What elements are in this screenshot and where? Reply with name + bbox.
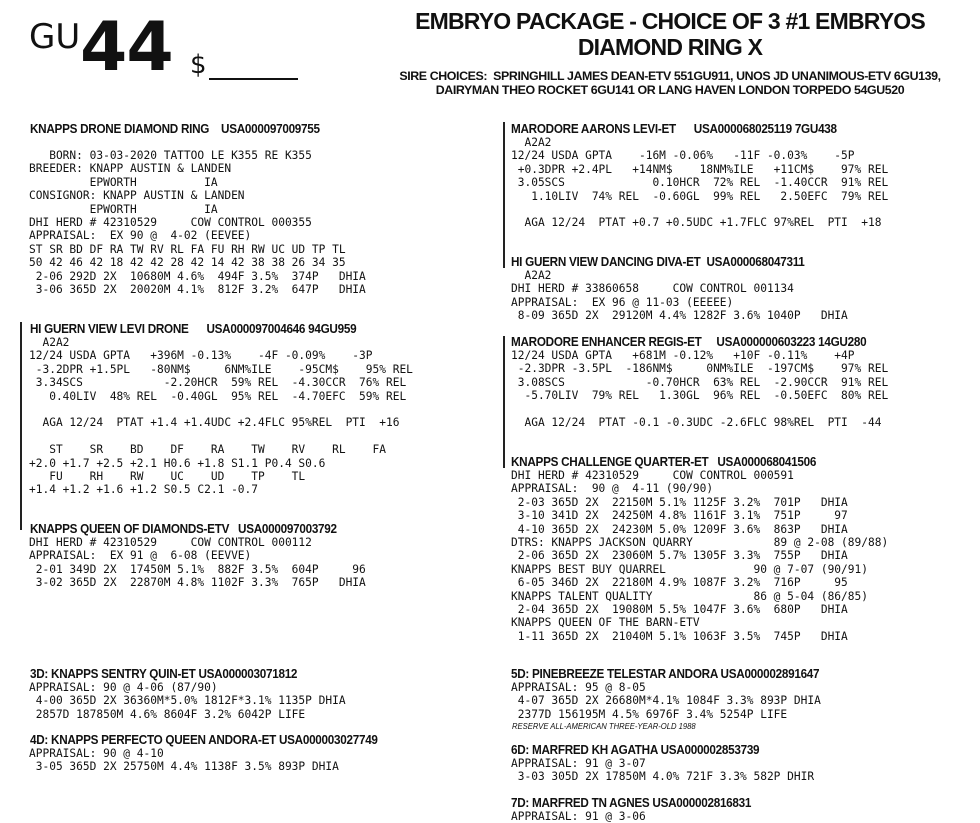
dam-challenge-quarter-heading: KNAPPS CHALLENGE QUARTER-ET USA000068041506 — [511, 455, 817, 469]
dam6-heading: 6D: MARFRED KH AGATHA USA000002853739 — [511, 743, 760, 757]
dam-dancing-diva-heading: HI GUERN VIEW DANCING DIVA-ET USA000068047311 — [511, 255, 805, 269]
dam-dancing-diva-details: A2A2 DHI HERD # 33860658 COW CONTROL 001134 APPRAISAL: EX 96 @ 11-03 (EEEEE) 8-09 365D 2X 29120M 4.4% 1282F 3.6% 1040P DHIA — [511, 269, 848, 323]
dam-challenge-quarter-details: DHI HERD # 42310529 COW CONTROL 000591 APPRAISAL: 90 @ 4-11 (90/90) 2-03 365D 2X 22150M 5.1% 1125F 3.2% 701P DHIA 3-10 341D 2X 24250M 4.8% 1161F 3.1% 751P 97 4-10 365D 2X 24230M 5.0% 1209F 3.6% 863P DHIA DTRS: KNAPPS JACKSON QUARRY 89 @ 2-08 (89/88) 2-06 365D 2X 23060M 5.7% 1305F 3.3% 755P DHIA KNAPPS BEST BUY QUARREL 90 @ 7-07 (90/91) 6-05 346D 2X 22180M 4.9% 1087F 3.2% 716P 95 KNAPPS TALENT QUALITY 86 @ 5-04 (86/85) 2-04 365D 2X 19080M 5.5% 1047F 3.6% 680P DHIA KNAPPS QUEEN OF THE BARN-ETV 1-11 365D 2X 21040M 5.1% 1063F 3.5% 745P DHIA — [511, 469, 889, 643]
sire-aarons-levi-heading: MARODORE AARONS LEVI-ET USA000068025119 7GU438 — [511, 122, 837, 136]
cow-drone-diamond-details: BORN: 03-03-2020 TATTOO LE K355 RE K355 BREEDER: KNAPP AUSTIN & LANDEN EPWORTH IA CONSIGNOR: KNAPP AUSTIN & LANDEN EPWORTH IA DHI HERD # 42310529 COW CONTROL 000355 APPRAISAL: EX 90 @ 4-02 (EEVEE) ST SR BD DF RA TW RV RL FA FU RH RW UC UD TP TL 50 42 46 42 18 42 42 28 42 14 42 38 38 26 34 35 2-06 292D 2X 10680M 4.6% 494F 3.5% 374P DHIA 3-06 365D 2X 20020M 4.1% 812F 3.2% 647P DHIA — [29, 149, 366, 297]
cow-drone-diamond-heading: KNAPPS DRONE DIAMOND RING USA000097009755 — [30, 122, 320, 136]
sire-enhancer-regis-heading: MARODORE ENHANCER REGIS-ET USA000000603223 14GU280 — [511, 335, 867, 349]
lot-prefix: GU — [29, 17, 81, 57]
dam7-heading: 7D: MARFRED TN AGNES USA000002816831 — [511, 796, 752, 810]
pedigree-line-sire — [20, 322, 22, 530]
sire-choices-line2: DAIRYMAN THEO ROCKET 6GU141 OR LANG HAVEN LONDON TORPEDO 54GU520 — [435, 82, 905, 97]
dam4-heading: 4D: KNAPPS PERFECTO QUEEN ANDORA-ET USA000003027749 — [30, 733, 378, 747]
package-title — [360, 8, 980, 60]
dam6-details: APPRAISAL: 91 @ 3-07 3-03 305D 2X 17850M 4.0% 721F 3.3% 582P DHIR — [511, 757, 815, 784]
dam3-heading: 3D: KNAPPS SENTRY QUIN-ET USA000003071812 — [30, 667, 298, 681]
dam5-award-note: RESERVE ALL-AMERICAN THREE-YEAR-OLD 1988 — [512, 721, 696, 731]
dam-queen-diamonds-details: DHI HERD # 42310529 COW CONTROL 000112 APPRAISAL: EX 91 @ 6-08 (EEVVE) 2-01 349D 2X 17450M 5.1% 882F 3.5% 604P 96 3-02 365D 2X 22870M 4.8% 1102F 3.3% 765P DHIA — [29, 536, 366, 590]
price-dollar-sign: $ — [190, 50, 207, 80]
package-title-line2: DIAMOND RING X — [577, 34, 763, 60]
sire-levi-drone-details: A2A2 12/24 USDA GPTA +396M -0.13% -4F -0.09% -3P -3.2DPR +1.5PL -80NM$ 6NM%ILE -95CM$ 95% REL 3.34SCS -2.20HCR 59% REL -4.30CCR 76% REL 0.40LIV 48% REL -0.40GL 95% REL -4.70EFC 59% REL AGA 12/24 PTAT +1.4 +1.4UDC +2.4FLC 95%REL PTI +16 ST SR BD DF RA TW RV RL FA +2.0 +1.7 +2.5 +2.1 H0.6 +1.8 S1.1 P0.4 S0.6 FU RH RW UC UD TP TL +1.4 +1.2 +1.6 +1.2 S0.5 C2.1 -0.7 — [29, 336, 413, 497]
dam5-heading: 5D: PINEBREEZE TELESTAR ANDORA USA000002891647 — [511, 667, 820, 681]
package-title-line1: EMBRYO PACKAGE - CHOICE OF 3 #1 EMBRYOS — [415, 8, 925, 34]
lot-number: 44 — [80, 8, 173, 87]
sire-choices-line1: SIRE CHOICES: SPRINGHILL JAMES DEAN-ETV 551GU911, UNOS JD UNANIMOUS-ETV 6GU139, — [399, 69, 941, 83]
dam-queen-diamonds-heading: KNAPPS QUEEN OF DIAMONDS-ETV USA000097003792 — [30, 522, 337, 536]
dam4-details: APPRAISAL: 90 @ 4-10 3-05 365D 2X 25750M 4.4% 1138F 3.5% 893P DHIA — [29, 747, 339, 774]
sire-aarons-levi-details: A2A2 12/24 USDA GPTA -16M -0.06% -11F -0.03% -5P +0.3DPR +2.4PL +14NM$ 18NM%ILE +11CM$ 97% REL 3.05SCS 0.10HCR 72% REL -1.40CCR 91% REL 1.10LIV 74% REL -0.60GL 99% REL 2.50EFC 79% REL AGA 12/24 PTAT +0.7 +0.5UDC +1.7FLC 97%REL PTI +18 — [511, 136, 889, 230]
dam7-details: APPRAISAL: 91 @ 3-06 — [511, 810, 646, 823]
dam3-details: APPRAISAL: 90 @ 4-06 (87/90) 4-00 365D 2X 36360M*5.0% 1812F*3.1% 1135P DHIA 2857D 187850M 4.6% 8604F 3.2% 6042P LIFE — [29, 681, 346, 721]
pedigree-line-right-top — [503, 122, 505, 268]
sire-enhancer-regis-details: 12/24 USDA GPTA +681M -0.12% +10F -0.11% +4P -2.3DPR -3.5PL -186NM$ 0NM%ILE -197CM$ 97% REL 3.08SCS -0.70HCR 63% REL -2.90CCR 91% REL -5.70LIV 79% REL 1.30GL 96% REL -0.50EFC 80% REL AGA 12/24 PTAT -0.1 -0.3UDC -2.6FLC 98%REL PTI -44 — [511, 349, 889, 430]
price-blank-line — [209, 78, 298, 80]
pedigree-line-right-mid — [503, 336, 505, 468]
sire-levi-drone-heading: HI GUERN VIEW LEVI DRONE USA000097004646 94GU959 — [30, 322, 357, 336]
sire-choices — [360, 70, 980, 97]
dam5-details: APPRAISAL: 95 @ 8-05 4-07 365D 2X 26680M*4.1% 1084F 3.3% 893P DHIA 2377D 156195M 4.5% 6976F 3.4% 5254P LIFE — [511, 681, 821, 721]
